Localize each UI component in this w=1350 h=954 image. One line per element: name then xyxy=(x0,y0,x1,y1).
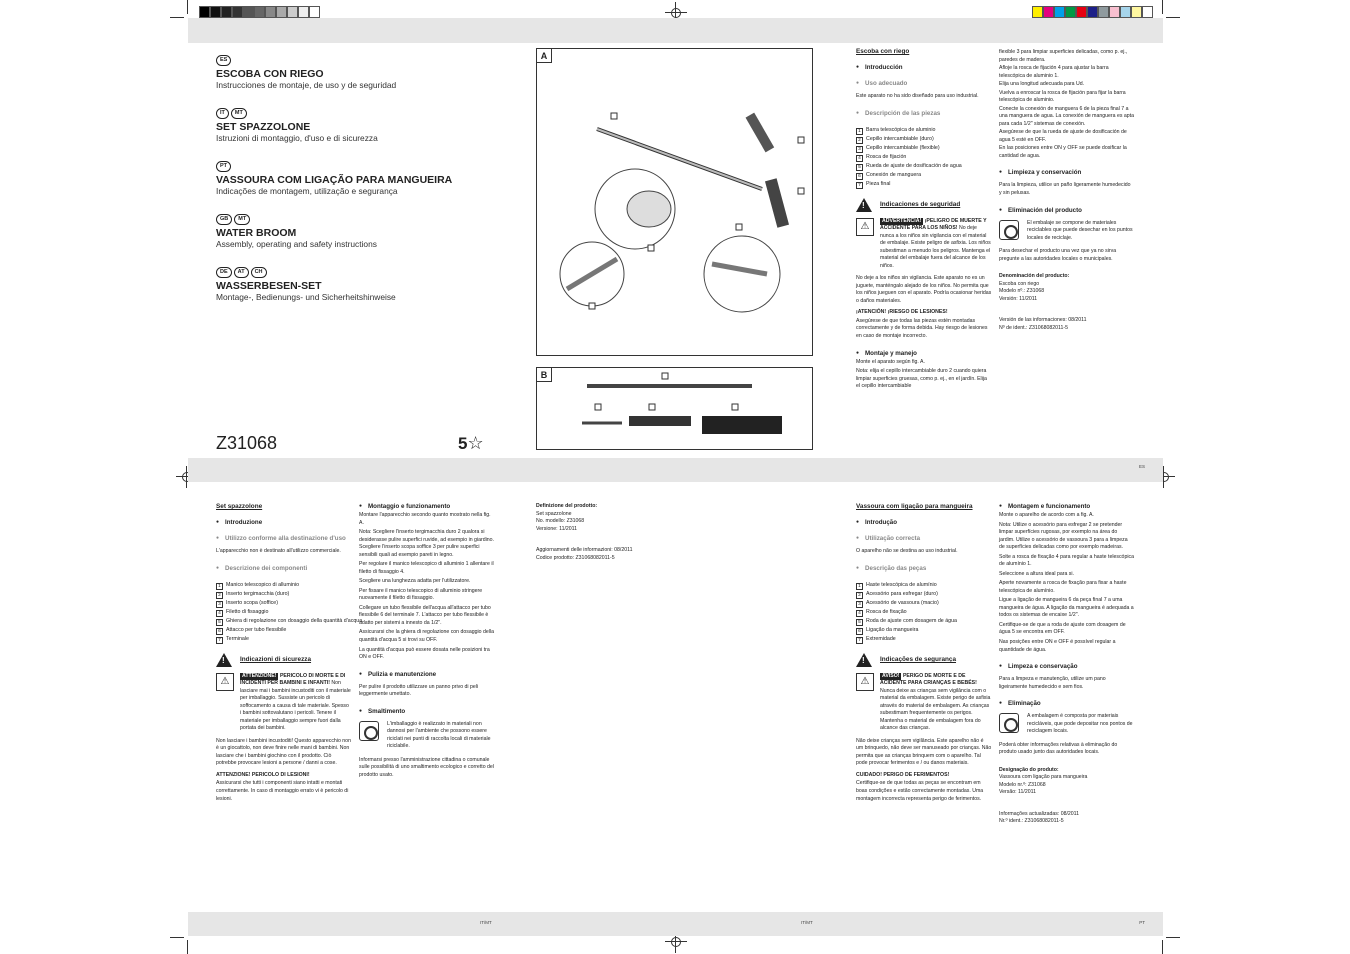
cover-language-block xyxy=(216,207,516,249)
warning-word: AVISO! xyxy=(882,672,900,679)
version-info xyxy=(999,317,1134,332)
instruction-step: Per regolare il manico telescopico di alluminio 1 allentare il filetto di fissaggio 4. xyxy=(359,561,494,575)
bottom-band xyxy=(188,912,1163,936)
instruction-step: Ligue a ligação de mangueira 6 da peça final 7 a uma mangueira de água. A ligação da mangueira é adequada a todos os sistemas de encaixe 1/2". xyxy=(999,597,1134,619)
recycling-icon xyxy=(999,713,1019,733)
part-item xyxy=(856,180,992,189)
version-line: Aggiornamenti delle informazioni: 08/2011 xyxy=(536,547,633,554)
version-line: Codice prodotto: Z31068082011-5 xyxy=(536,554,615,561)
it-column-2 xyxy=(359,503,494,779)
cleaning-text: Per pulire il prodotto utilizzare un panno privo di peli leggermente umettato. xyxy=(359,683,479,698)
section-heading: ● Montaje y manejo xyxy=(856,350,992,357)
country-code-badge: GB xyxy=(216,214,232,225)
parts-list xyxy=(856,581,992,644)
part-number: 4 xyxy=(216,610,223,617)
part-name: Pieza final xyxy=(866,180,891,187)
part-name: Rosca de fijación xyxy=(866,153,907,160)
section-heading: ● Introduzione xyxy=(216,519,351,526)
part-number: 7 xyxy=(856,182,863,189)
instruction-step: Vuelva a enroscar la rosca de fijación para fijar la barra telescópica de aluminio. xyxy=(999,89,1126,104)
instruction-step: Solte a rosca de fixação 4 para regular a haste telescópica de alumínio 1. xyxy=(999,553,1134,568)
product-subtitle: Montage-, Bedienungs- und Sicherheitshinweise xyxy=(216,292,396,302)
part-item xyxy=(216,608,351,617)
part-item xyxy=(856,126,992,135)
part-name: Barra telescópica de aluminio xyxy=(866,126,936,133)
part-number: 1 xyxy=(856,128,863,135)
safety-heading xyxy=(856,198,992,212)
crop-mark xyxy=(1162,0,1163,14)
product-subtitle: Instrucciones de montaje, de uso y de seguridad xyxy=(216,80,397,90)
crop-mark xyxy=(187,940,188,954)
instruction-step: Aperte novamente a rosca de fixação para fixar a haste telescópica de alumínio. xyxy=(999,580,1127,594)
recycling-icon xyxy=(359,721,379,741)
pt-column-1 xyxy=(856,503,992,803)
cleaning-text: Para a limpeza e manutenção, utilize um pano ligeiramente humedecido e sem fios. xyxy=(999,676,1106,690)
warning-text xyxy=(880,673,992,733)
middle-band xyxy=(188,458,1163,482)
es-column-1 xyxy=(856,48,992,391)
instruction-step: Nas posições entre ON e OFF é possível regular a quantidade de água. xyxy=(999,638,1116,653)
registration-mark-icon xyxy=(669,935,683,949)
part-number: 6 xyxy=(216,628,223,635)
instruction-step: Asegúrese de que la rueda de ajuste de dosificación de agua 5 esté en OFF. xyxy=(999,129,1127,143)
recycling-block xyxy=(359,721,494,751)
cover-language-block xyxy=(216,101,516,143)
part-item xyxy=(856,144,992,153)
part-item xyxy=(856,599,992,608)
part-item xyxy=(856,626,992,635)
use-text: O aparelho não se destina ao uso industrial. xyxy=(856,548,958,554)
part-item xyxy=(856,171,992,180)
warning-paragraph: Não deixe crianças sem vigilância. Este aparelho não é um brinquedo, não deve ser manuseado por crianças. Não permita que as crianças brinquem com o aparelho. Tal pode provocar ferimentos e / ou danos materiais. xyxy=(856,737,992,767)
country-code-badge: MT xyxy=(231,108,247,119)
part-item xyxy=(216,617,363,626)
section-heading: ● Descrição das peças xyxy=(856,565,992,572)
part-item xyxy=(216,581,351,590)
part-item xyxy=(856,135,992,144)
instruction-step: flexible 3 para limpiar superficies delicadas, como p. ej., paredes de madera. xyxy=(999,49,1128,63)
part-number: 3 xyxy=(856,146,863,153)
instruction-step: Monte el aparato según fig. A. xyxy=(856,358,925,365)
version-info xyxy=(999,811,1134,826)
part-number: 3 xyxy=(856,601,863,608)
part-item xyxy=(856,581,992,590)
safety-heading xyxy=(856,653,992,667)
warning-block xyxy=(856,218,992,271)
safety-title: Indicazioni di sicurezza xyxy=(240,656,312,664)
country-code-badge: CH xyxy=(251,267,267,278)
top-band xyxy=(188,18,1163,43)
instruction-step: Afloje la rosca de fijación 4 para ajustar la barra telescópica de aluminio 1. xyxy=(999,65,1109,79)
warning-icon xyxy=(856,198,872,212)
warning-body: Nunca deixe as crianças sem vigilância com o material da embalagem. Existe perigo de asfixia através do material de embalagem. As crianças subestimam frequentemente os perigos. Mantenha o material de embalagem fora do alcance das crianças. xyxy=(880,687,991,732)
child-warning-icon: ⚠ xyxy=(856,673,874,691)
caution-title: CUIDADO! PERIGO DE FERIMENTOS! xyxy=(856,771,950,778)
warning-text xyxy=(880,218,992,271)
caution-title: ¡ATENCIÓN! ¡RIESGO DE LESIONES! xyxy=(856,309,948,316)
part-name: Terminale xyxy=(226,635,249,642)
part-item xyxy=(856,590,992,599)
warning-icon xyxy=(216,653,232,667)
instruction-step: Nota: elija el cepillo intercambiable duro 2 cuando quiera limpiar superficies gruesas, como p. ej., en el jardín. Elija el cepillo intercambiable xyxy=(856,368,987,390)
section-title: Set spazzolone xyxy=(216,503,263,510)
part-item xyxy=(216,635,351,644)
warning-body: Non lasciare mai i bambini incustoditi con il materiale per imballaggio. Sussiste un pericolo di soffocamento a causa di tale materiale. Spesso i bambini sottovalutano i pericoli. Tenere il materiale per imballaggio sempre fuori dalla portata dei bambini. xyxy=(240,680,351,732)
section-heading: ● Montagem e funcionamento xyxy=(999,503,1134,510)
warranty-badge: 5☆ xyxy=(458,433,484,453)
product-title: VASSOURA COM LIGAÇÃO PARA MANGUEIRA xyxy=(216,174,453,186)
instruction-step: Assicurarsi che la ghiera di regolazione con dosaggio della quantità d'acqua 5 si trovi su OFF. xyxy=(359,629,494,643)
country-code-badge: IT xyxy=(216,108,229,119)
recycling-block xyxy=(999,713,1134,736)
part-number: 5 xyxy=(216,619,223,626)
part-name: Acessório de vassoura (macio) xyxy=(866,599,939,606)
page-code: IT/MT xyxy=(480,920,492,925)
disposal-paragraph: Para desechar el producto una vez que ya no sirva pregunte a las autoridades locales o municipales. xyxy=(999,248,1117,262)
section-heading: ● Limpieza y conservación xyxy=(999,169,1134,176)
part-name: Acessório para esfregar (duro) xyxy=(866,590,938,597)
cover-language-block xyxy=(216,48,516,90)
part-name: Cepillo intercambiable (duro) xyxy=(866,135,934,142)
use-text: L'apparecchio non è destinato all'utilizzo commerciale. xyxy=(216,548,341,554)
assembly-illustration xyxy=(537,49,814,357)
country-code-badge: MT xyxy=(234,214,250,225)
warning-title: PERIGO DE MORTE E DE ACIDENTE PARA CRIANÇAS E BEBÉS! xyxy=(880,672,977,687)
part-name: Conexión de manguera xyxy=(866,171,922,178)
instruction-step: Conecte la conexión de manguera 6 de la pieza final 7 a una manguera de agua. La conexión de manguera es apta para cada 1/2" sistemas de conexión. xyxy=(999,105,1134,127)
country-flags xyxy=(216,154,516,172)
warning-title: PERICOLO DI MORTE E DI INCIDENTI PER BAMBINI E INFANTI! xyxy=(240,672,346,687)
instruction-step: Seleccione a altura ideal para si. xyxy=(999,570,1074,577)
part-item xyxy=(856,617,992,626)
instruction-step: Per fissare il manico telescopico di alluminio stringere nuovamente il filetto di fissaggio. xyxy=(359,587,483,602)
section-heading: ● Eliminação xyxy=(999,700,1134,707)
safety-title: Indicaciones de seguridad xyxy=(880,201,961,209)
part-number: 6 xyxy=(856,173,863,180)
country-flags xyxy=(216,260,516,278)
product-detail: Modelo nr.º: Z31068 xyxy=(999,781,1046,788)
country-code-badge: DE xyxy=(216,267,232,278)
disposal-text: A embalagem é composta por materiais recicláveis, que pode depositar nos pontos de reciclagem locais. xyxy=(1027,713,1133,735)
section-heading: ● Descripción de las piezas xyxy=(856,110,992,117)
figure-label: A xyxy=(537,49,552,63)
section-title: Vassoura com ligação para mangueira xyxy=(856,503,973,510)
instruction-step: Scegliere una lunghezza adatta per l'utilizzatore. xyxy=(359,578,471,585)
version-line: Nr.º ident.: Z31068082011-5 xyxy=(999,818,1064,825)
part-name: Extremidade xyxy=(866,635,896,642)
part-name: Attacco per tubo flessibile xyxy=(226,626,287,633)
section-heading: ● Introducción xyxy=(856,64,992,71)
section-heading: ● Uso adecuado xyxy=(856,80,992,87)
product-detail: No. modello: Z31068 xyxy=(536,518,585,525)
part-name: Inserto tergimacchia (duro) xyxy=(226,590,290,597)
page-code: IT/MT xyxy=(801,920,813,925)
product-detail: Set spazzolone xyxy=(536,510,572,517)
model-number: Z31068 xyxy=(216,433,278,453)
country-flags xyxy=(216,207,516,225)
instruction-step: Nota: Scegliere l'inserto tergimacchia duro 2 qualora si desiderasse pulire superfici ruvide, ad esempio in giardino. Scegliere l'inserto scopa soffice 3 per pulire superfici sensibili quali ad esempio pareti in legno. xyxy=(359,529,494,558)
parts-illustration xyxy=(537,368,814,451)
product-title: SET SPAZZOLONE xyxy=(216,121,311,133)
figure-b xyxy=(536,367,813,450)
section-heading: ● Utilizzo conforme alla destinazione d'uso xyxy=(216,535,351,542)
product-title: WASSERBESEN-SET xyxy=(216,280,322,292)
product-designation: Designação do produto: xyxy=(999,766,1059,773)
part-number: 6 xyxy=(856,628,863,635)
crop-mark xyxy=(1162,940,1163,954)
section-title: Escoba con riego xyxy=(856,48,910,55)
warning-icon xyxy=(856,653,872,667)
cover-language-block xyxy=(216,260,516,302)
version-line: Informações actualizadas: 08/2011 xyxy=(999,810,1080,817)
part-name: Filetto di fissaggio xyxy=(226,608,269,615)
part-number: 7 xyxy=(856,637,863,644)
warning-title: ¡PELIGRO DE MUERTE Y ACCIDENTE PARA LOS NIÑOS! xyxy=(880,217,987,232)
part-item xyxy=(216,626,351,635)
country-flags xyxy=(216,101,516,119)
part-item xyxy=(856,162,992,171)
caution-paragraph: Assicurarsi che tutti i componenti siano intatti e montati correttamente. In caso di montaggio errato vi è pericolo di lesioni. xyxy=(216,780,349,802)
part-number: 5 xyxy=(856,619,863,626)
part-number: 7 xyxy=(216,637,223,644)
version-info xyxy=(536,547,671,562)
page-code: ES xyxy=(1138,464,1145,469)
product-title: WATER BROOM xyxy=(216,227,297,239)
section-heading: ● Utilização correcta xyxy=(856,535,992,542)
part-name: Manico telescopico di alluminio xyxy=(226,581,300,588)
figure-a xyxy=(536,48,813,356)
crop-mark xyxy=(170,937,184,938)
product-subtitle: Assembly, operating and safety instructions xyxy=(216,239,377,249)
part-name: Ghiera di regolazione con dosaggio della quantità d'acqua xyxy=(226,617,363,624)
product-title: ESCOBA CON RIEGO xyxy=(216,68,324,80)
version-line: Versión de las informaciones: 08/2011 xyxy=(999,317,1087,324)
caution-title: ATTENZIONE! PERICOLO DI LESIONI! xyxy=(216,771,310,778)
part-name: Rueda de ajuste de dosificación de agua xyxy=(866,162,962,169)
part-number: 5 xyxy=(856,164,863,171)
safety-title: Indicações de segurança xyxy=(880,656,957,664)
crop-mark xyxy=(187,0,188,14)
cover-language-block xyxy=(216,154,516,196)
warning-paragraph: Non lasciare i bambini incustoditi! Questo apparecchio non è un giocattolo, non deve finire nelle mani di bambini. Non lasciare che i bambini giochino con il prodotto. Ciò potrebbe provocare lesioni a persone / danni a cose. xyxy=(216,737,351,767)
warning-paragraph: No deje a los niños sin vigilancia. Este aparato no es un juguete, manténgalo alejado de los niños. No permita que los niños jueguen con el aparato. Podría ocasionar heridas o daños materiales. xyxy=(856,275,992,304)
crop-mark xyxy=(1166,17,1180,18)
version-line: Nº de ident.: Z31068082011-5 xyxy=(999,324,1068,331)
part-number: 1 xyxy=(856,583,863,590)
pt-column-2 xyxy=(999,503,1134,826)
part-item xyxy=(856,635,992,644)
product-designation: Definizione del prodotto: xyxy=(536,503,598,509)
disposal-paragraph: Poderá obter informações relativas à eliminação do produto usado junto das autoridades locais. xyxy=(999,741,1118,756)
part-name: Inserto scopa (soffice) xyxy=(226,599,279,606)
warning-text xyxy=(240,673,351,733)
parts-list xyxy=(216,581,363,644)
child-warning-icon: ⚠ xyxy=(216,673,234,691)
warning-word: ADVERTENCIA! xyxy=(882,217,922,224)
crop-mark xyxy=(170,17,184,18)
section-heading: ● Introdução xyxy=(856,519,992,526)
part-number: 4 xyxy=(856,155,863,162)
section-heading: ● Pulizia e manutenzione xyxy=(359,671,494,678)
instruction-step: Collegare un tubo flessibile dell'acqua all'attacco per tubo flessibile 6 del terminale 7. L'attacco per tubo flessibile è adatto per sistemi a innesto da 1/2". xyxy=(359,604,491,626)
part-name: Haste telescópica de alumínio xyxy=(866,581,937,588)
country-code-badge: AT xyxy=(234,267,249,278)
disposal-text: El embalaje se compone de materiales reciclables que puede desechar en los puntos locales de reciclaje. xyxy=(1027,219,1133,241)
product-detail: Vassoura com ligação para mangueira xyxy=(999,774,1088,781)
color-bar xyxy=(1032,6,1153,18)
product-subtitle: Indicações de montagem, utilização e segurança xyxy=(216,186,398,196)
product-designation: Denominación del producto: xyxy=(999,273,1070,280)
product-detail: Escoba con riego xyxy=(999,280,1040,287)
part-item xyxy=(216,599,351,608)
star-icon: ☆ xyxy=(467,433,484,453)
instruction-step: En las posiciones entre ON y OFF se puede dosificar la cantidad de agua. xyxy=(999,145,1127,159)
safety-heading xyxy=(216,653,351,667)
section-heading: ● Smaltimento xyxy=(359,708,494,715)
section-heading: ● Montaggio e funzionamento xyxy=(359,503,494,510)
use-text: Este aparato no ha sido diseñado para uso industrial. xyxy=(856,93,979,99)
part-number: 3 xyxy=(216,601,223,608)
part-item xyxy=(856,608,992,617)
country-flags xyxy=(216,48,516,66)
instruction-step: Elija una longitud adecuada para Ud. xyxy=(999,81,1085,88)
caution-paragraph: Asegúrese de que todas las piezas estén montadas correctamente y de forma debida. Hay riesgo de lesiones en caso de montaje incorrecto. xyxy=(856,317,988,339)
country-code-badge: PT xyxy=(216,161,231,172)
product-detail: Versione: 11/2011 xyxy=(536,525,578,532)
instruction-step: Certifique-se de que a roda de ajuste com dosagem de água 5 se encontra em OFF. xyxy=(999,621,1126,636)
part-number: 2 xyxy=(856,592,863,599)
recycling-block xyxy=(999,220,1134,243)
it-column-3 xyxy=(536,503,671,562)
part-item xyxy=(216,590,351,599)
instruction-step: Nota: Utilize o acessório para esfregar 2 se pretender limpar superfícies rugosas, por exemplo na área do jardim. Utilize o acessório de vassoura 3 para a limpeza de superfícies delicadas como por exemplo madeiras. xyxy=(999,521,1128,551)
part-name: Cepillo intercambiable (flexible) xyxy=(866,144,940,151)
part-item xyxy=(856,153,992,162)
recycling-icon xyxy=(999,220,1019,240)
cleaning-text: Para la limpieza, utilice un paño ligeramente humedecido y sin pelusas. xyxy=(999,182,1131,196)
warning-body: No deje nunca a los niños sin vigilancia con el material de embalaje. Existe peligro de asfixia. Los niños subestiman a menudo los peligros. Mantenga el material del embalaje fuera del alcance de los niños. xyxy=(880,225,991,269)
part-number: 1 xyxy=(216,583,223,590)
grayscale-bar xyxy=(199,6,320,18)
product-detail: Versión: 11/2011 xyxy=(999,295,1038,302)
product-subtitle: Istruzioni di montaggio, d'uso e di sicurezza xyxy=(216,133,378,143)
part-number: 4 xyxy=(856,610,863,617)
instruction-step: La quantità d'acqua può essere dosata nelle posizioni tra ON e OFF. xyxy=(359,646,490,661)
disposal-paragraph: Informarsi presso l'amministrazione cittadina o comunale sulle possibilità di uno smaltimento ecologico e corretto del prodotto usato. xyxy=(359,756,494,778)
part-number: 2 xyxy=(856,137,863,144)
disposal-text: L'imballaggio è realizzato in materiali non dannosi per l'ambiente che possono essere riciclati nei punti di raccolta locali di materiale riciclabile. xyxy=(387,720,491,750)
crop-mark xyxy=(1166,937,1180,938)
product-detail: Modelo nº.: Z31068 xyxy=(999,288,1045,295)
country-code-badge: ES xyxy=(216,55,231,66)
caution-paragraph: Certifique-se de que todas as peças se encontram em boas condições e estão correctamente montadas. Uma montagem incorrecta representa perigo de ferimentos. xyxy=(856,780,984,802)
part-name: Ligação da mangueira xyxy=(866,626,919,633)
part-number: 2 xyxy=(216,592,223,599)
page-code: PT xyxy=(1139,920,1145,925)
product-detail: Versão: 11/2011 xyxy=(999,789,1037,796)
warning-block xyxy=(216,673,351,733)
part-name: Roda de ajuste com dosagem de água xyxy=(866,617,957,624)
warning-word: ATTENZIONE! xyxy=(242,672,277,679)
cover-titles xyxy=(216,48,516,313)
es-column-2 xyxy=(999,48,1134,332)
it-column-1 xyxy=(216,503,363,803)
child-warning-icon: ⚠ xyxy=(856,218,874,236)
part-name: Rosca de fixação xyxy=(866,608,907,615)
section-heading: ● Eliminación del producto xyxy=(999,207,1134,214)
parts-list xyxy=(856,126,992,189)
figure-label: B xyxy=(537,368,552,382)
instruction-step: Montare l'apparecchio secondo quanto mostrato nella fig. A. xyxy=(359,512,491,526)
section-heading: ● Descrizione dei componenti xyxy=(216,565,351,572)
section-heading: ● Limpeza e conservação xyxy=(999,663,1134,670)
instruction-step: Monte o aparelho de acordo com a fig. A. xyxy=(999,512,1094,518)
warning-block xyxy=(856,673,992,733)
